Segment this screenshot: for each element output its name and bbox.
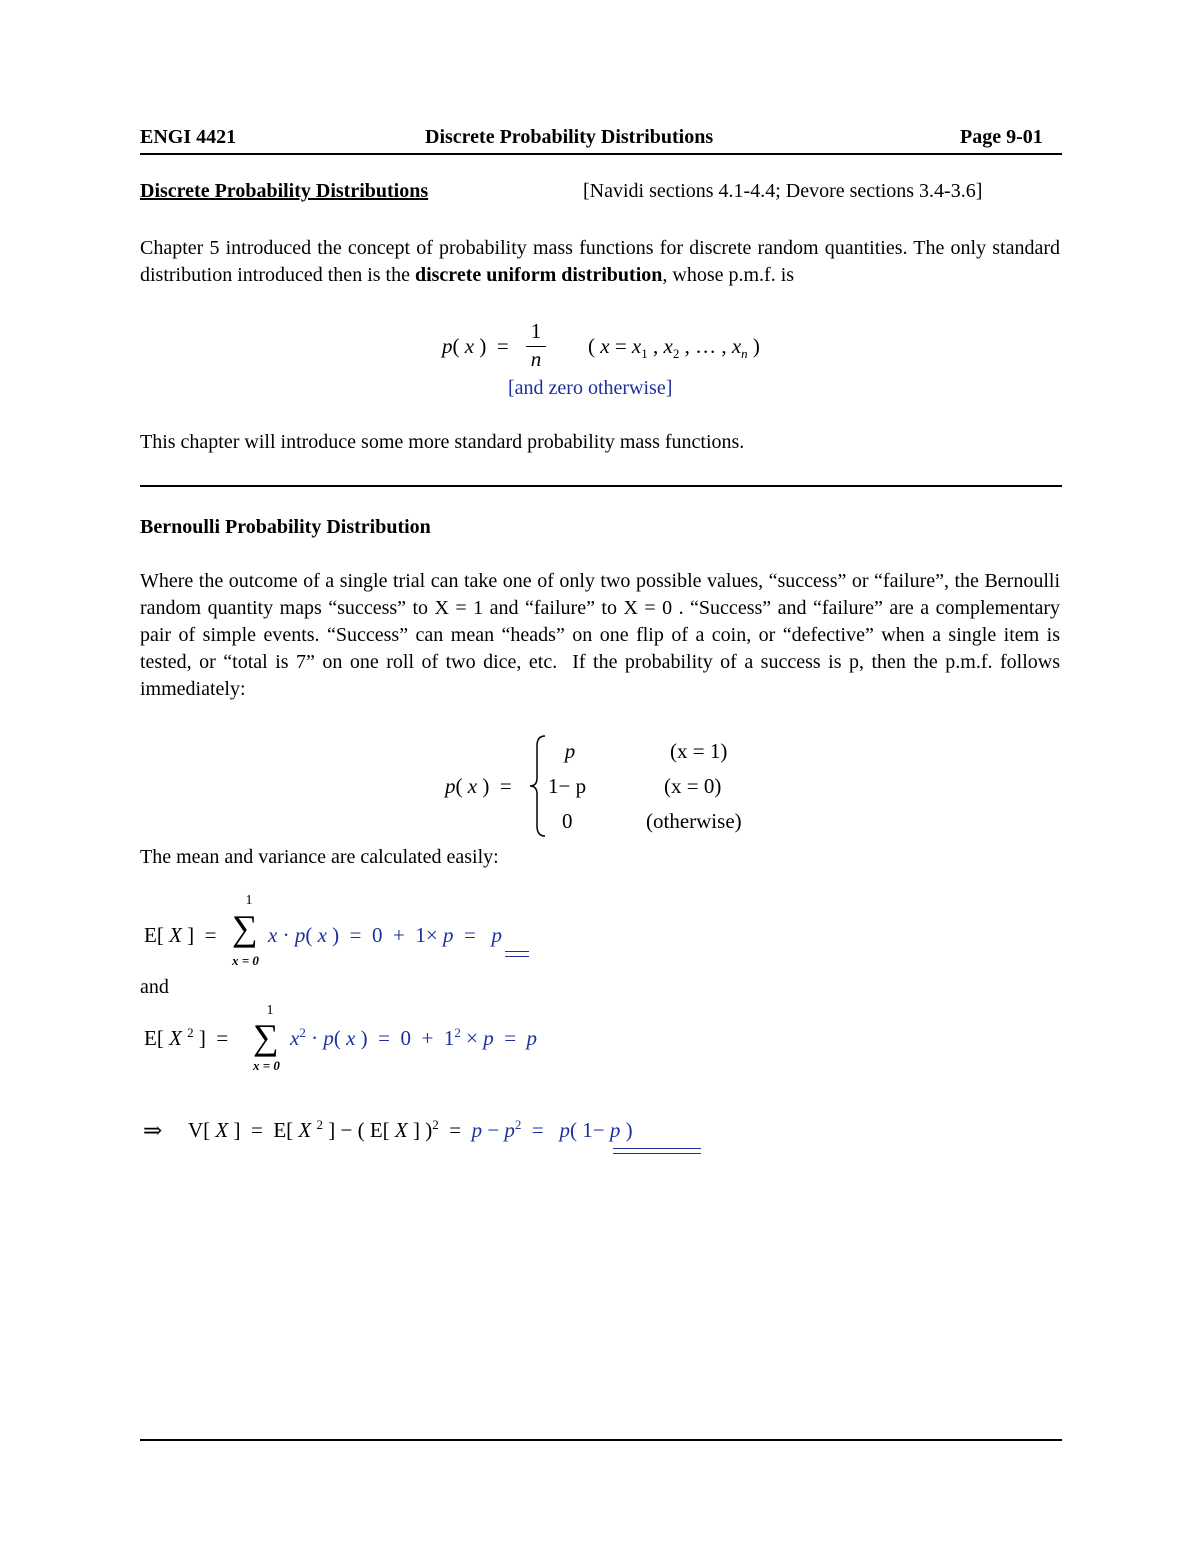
piecewise-value-1: p [564,739,576,763]
piecewise-condition-1: (x = 1) [670,739,728,763]
footer-rule [140,1439,1062,1441]
sum-upper-limit: 1 [245,893,253,908]
uniform-pmf-domain: ( $x = x_1$ , $x_2$ , … , $x_n$ ) [588,334,760,362]
piecewise-value-3: 0 [562,809,573,833]
bernoulli-pmf-lhs: p( x ) = [445,774,512,798]
variance-double-underline [613,1148,701,1154]
section-reference: [Navidi sections 4.1-4.4; Devore sections 3.4-3.6] [583,180,983,202]
piecewise-value-2: 1− p [548,774,587,798]
intro-paragraph: Chapter 5 introduced the concept of probability mass functions for discrete random quantities. The only standard distribution introduced then is the discrete uniform distribution, whose p.m.f. is [140,237,1060,286]
mean-variance-intro: The mean and variance are calculated easily: [140,846,499,868]
course-code: ENGI 4421 [140,126,237,148]
second-moment-lhs: E[ X $^2$ ] = [144,1025,229,1050]
section-divider [140,485,1062,487]
result-double-underline [505,951,529,957]
page-number: Page 9-01 [960,126,1043,148]
header-rule [140,153,1062,155]
uniform-pmf-lhs: p( x ) = [442,334,509,358]
sum-upper-limit-2: 1 [266,1003,274,1018]
discrete-uniform-term: discrete uniform distribution [414,264,663,286]
piecewise-condition-3: (otherwise) [646,809,742,833]
running-title: Discrete Probability Distributions [425,126,714,148]
sum-lower-limit: x = 0 [232,953,259,968]
zero-otherwise-note: [and zero otherwise] [508,377,673,399]
left-brace-icon [527,734,549,838]
variance-expression: V[ X ] = E[ X $^2$ ] − ( E[ X ] )$^2 = p - p^2 = p$( 1− p ) [188,1117,633,1142]
section-heading-bernoulli: Bernoulli Probability Distribution [140,516,431,538]
summation-icon-2: ∑ [253,1017,279,1057]
closing-sentence: This chapter will introduce some more standard probability mass functions. [140,431,745,453]
summation-icon: ∑ [232,908,258,948]
expectation-rhs: x · p( x ) = 0 + 1× p = p [268,923,503,947]
expectation-lhs: E[ X ] = [144,923,217,947]
section-heading-discrete: Discrete Probability Distributions [140,180,429,202]
and-connector: and [140,976,169,998]
piecewise-condition-2: (x = 0) [664,774,722,798]
uniform-pmf-fraction: 1 n [526,319,546,372]
implies-icon: ⇒ [143,1118,163,1143]
bernoulli-paragraph: Where the outcome of a single trial can take one of only two possible values, “success” or “failure”, the Bernoulli random quantity maps “success” to X = 1 and “failure” to X = 0 . “Success” and “failure” are a complementary pair of simple events. “Success” can mean “heads” on one flip of a coin, or “defective” when a single item is tested, or “total is 7” on one roll of two dice, etc. If the probability of a success is p, then the p.m.f. follows immediately: [140,570,1060,700]
second-moment-rhs: $x^2 \cdot p$( x ) = $0 + 1^2 \times p = p$ [290,1025,538,1050]
sum-lower-limit-2: x = 0 [253,1058,280,1073]
